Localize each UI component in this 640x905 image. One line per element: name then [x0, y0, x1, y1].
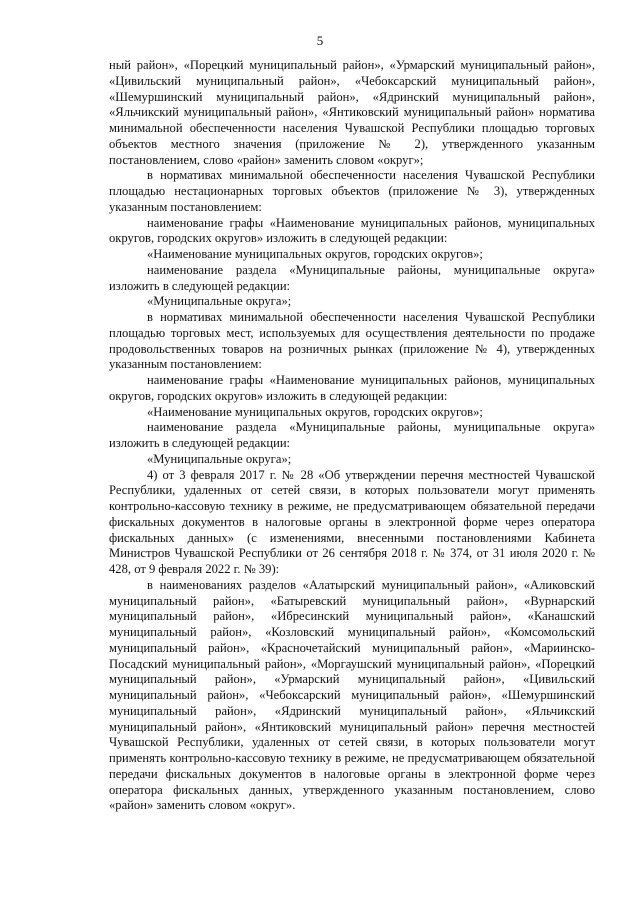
page-number: 5 [316, 33, 324, 48]
paragraph: в нормативах минимальной обеспеченности населения Чувашской Республики площадью торговых мест, используемых для осуществления деятельности по продаже продовольственных товаров на розничных рынках (приложение № 4), утвержденных указанным постановлением: [109, 310, 595, 372]
paragraph: наименование графы «Наименование муниципальных районов, муниципальных округов, городских округов» изложить в следующей редакции: [109, 373, 595, 403]
paragraph: в наименованиях разделов «Алатырский муниципальный район», «Аликовский муниципальный район», «Батыревский муниципальный район», «Вурнарский муниципальный район», «Ибресинский муниципальный район», «Канашский муниципальный район», «Козловский муниципальный район», «Комсомольский муниципальный район», «Красночетайский муниципальный район», «Мариинско-Посадский муниципальный район», «Моргаушский муниципальный район», «Порецкий муниципальный район», «Урмарский муниципальный район», «Цивильский муниципальный район», «Чебоксарский муниципальный район», «Шемуршинский муниципальный район», «Ядринский муниципальный район», «Яльчикский муниципальный район», «Янтиковский муниципальный район» перечня местностей Чувашской Республики, удаленных от сетей связи, в которых пользователи могут применять контрольно-кассовую технику в режиме, не предусматривающем обязательной передачи фискальных документов в налоговые органы в электронной форме через оператора фискальных данных, утвержденного указанным постановлением, слово «район» заменить словом «округ». [109, 577, 595, 813]
paragraph: «Наименование муниципальных округов, городских округов»; [147, 247, 483, 261]
paragraph: 4) от 3 февраля 2017 г. № 28 «Об утверждении перечня местностей Чувашской Республики, удаленных от сетей связи, в которых пользователи могут применять контрольно-кассовую технику в режиме, не предусматривающем обязательной передачи фискальных документов в налоговые органы в электронной форме через оператора фискальных данных» (с изменениями, внесенными постановлениями Кабинета Министров Чувашской Республики от 26 сентября 2018 г. № 374, от 31 июля 2020 г. № 428, от 9 февраля 2022 г. № 39): [109, 467, 595, 576]
document-body [109, 58, 595, 814]
paragraph: в нормативах минимальной обеспеченности населения Чувашской Республики площадью нестационарных торговых объектов (приложение № 3), утвержденных указанным постановлением: [109, 168, 595, 214]
paragraph: «Муниципальные округа»; [147, 451, 292, 466]
paragraph: наименование графы «Наименование муниципальных районов, муниципальных округов, городских округов» изложить в следующей редакции: [109, 215, 595, 246]
paragraph: «Муниципальные округа»; [147, 294, 292, 309]
paragraph: наименование раздела «Муниципальные районы, муниципальные округа» изложить в следующей редакции: [109, 262, 595, 293]
paragraph: наименование раздела «Муниципальные районы, муниципальные округа» изложить в следующей редакции: [109, 420, 595, 450]
paragraph-continuation: ный район», «Порецкий муниципальный район», «Урмарский муниципальный район», «Цивильский муниципальный район», «Чебоксарский муниципальный район», «Шемуршинский муниципальный район», «Ядринский муниципальный район», «Яльчикский муниципальный район», «Янтиковский муниципальный район» норматива минимальной обеспеченности населения Чувашской Республики площадью торговых объектов местного значения (приложение № 2), утвержденного указанным постановлением, слово «район» заменить словом «округ»; [109, 58, 595, 167]
paragraph: «Наименование муниципальных округов, городских округов»; [147, 404, 483, 419]
